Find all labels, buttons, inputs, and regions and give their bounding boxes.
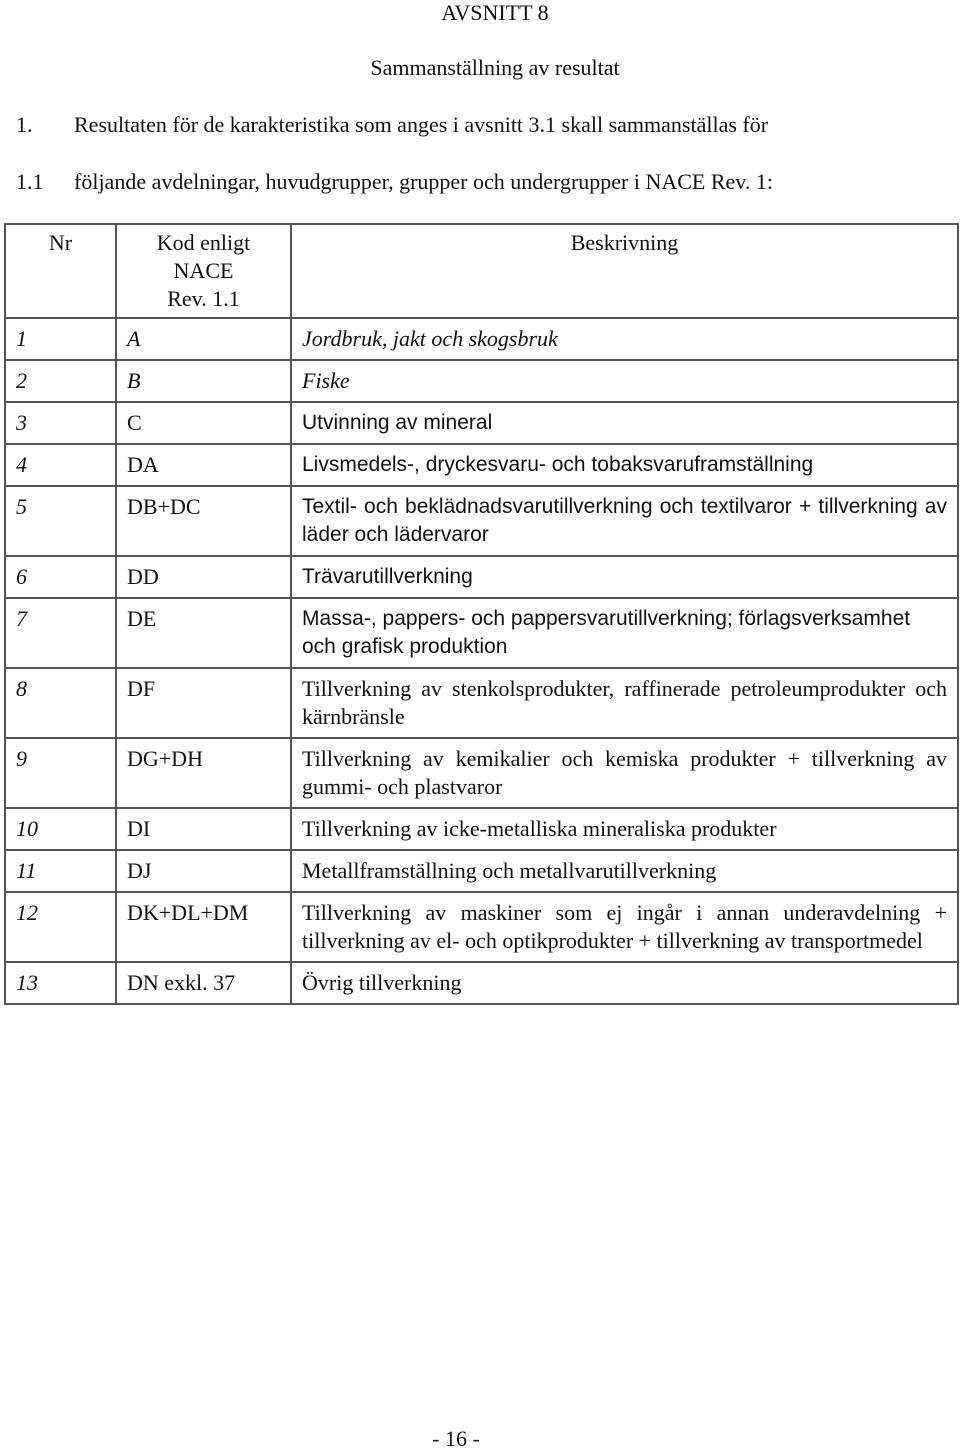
paragraph-number: 1. xyxy=(16,112,33,137)
row-description: Tillverkning av stenkolsprodukter, raffinerade petroleumprodukter och kärnbränsle xyxy=(291,668,958,738)
row-code: DJ xyxy=(116,850,291,892)
row-code: DI xyxy=(116,808,291,850)
section-title: AVSNITT 8 xyxy=(441,0,549,25)
row-nr: 8 xyxy=(5,668,116,738)
row-description: Tillverkning av kemikalier och kemiska produkter + tillverkning av gummi- och plastvaror xyxy=(291,738,958,808)
row-description: Tillverkning av maskiner som ej ingår i annan underavdelning + tillverkning av el- och optikprodukter + tillverkning av transportmedel xyxy=(291,892,958,962)
row-description: Massa-, pappers- och pappersvarutillverkning; förlagsverksamhet och grafisk produktion xyxy=(291,598,958,668)
header-code-line: Rev. 1.1 xyxy=(167,286,240,311)
table-row xyxy=(5,668,958,738)
row-code: DF xyxy=(116,668,291,738)
row-nr: 9 xyxy=(5,738,116,808)
table-row xyxy=(5,808,958,850)
paragraph-text: följande avdelningar, huvudgrupper, grupper och undergrupper i NACE Rev. 1: xyxy=(74,169,773,194)
row-code: DE xyxy=(116,598,291,668)
row-code: DA xyxy=(116,444,291,486)
table-row xyxy=(5,360,958,402)
row-nr: 4 xyxy=(5,444,116,486)
row-code: DK+DL+DM xyxy=(116,892,291,962)
row-description: Trävarutillverkning xyxy=(291,556,958,598)
table-row xyxy=(5,892,958,962)
row-description: Jordbruk, jakt och skogsbruk xyxy=(291,318,958,360)
row-description: Övrig tillverkning xyxy=(291,962,958,1004)
table-row xyxy=(5,738,958,808)
document-subtitle: Sammanställning av resultat xyxy=(370,55,620,80)
row-nr: 10 xyxy=(5,808,116,850)
paragraph-1 xyxy=(16,112,768,138)
table-row xyxy=(5,486,958,556)
paragraph-1-1 xyxy=(16,169,773,195)
table-row xyxy=(5,444,958,486)
nace-table xyxy=(4,223,959,1005)
row-description: Textil- och beklädnadsvarutillverkning och textilvaror + tillverkning av läder och lädervaror xyxy=(291,486,958,556)
paragraph-number: 1.1 xyxy=(16,169,44,194)
row-code: DN exkl. 37 xyxy=(116,962,291,1004)
row-nr: 3 xyxy=(5,402,116,444)
header-code-line: Kod enligt xyxy=(156,230,251,255)
table-row xyxy=(5,556,958,598)
table-row xyxy=(5,598,958,668)
row-nr: 7 xyxy=(5,598,116,668)
row-description: Livsmedels-, dryckesvaru- och tobaksvaruframställning xyxy=(291,444,958,486)
row-description: Fiske xyxy=(291,360,958,402)
page-number: - 16 - xyxy=(432,1426,480,1451)
row-code: DD xyxy=(116,556,291,598)
row-nr: 11 xyxy=(5,850,116,892)
table-row xyxy=(5,402,958,444)
row-description: Metallframställning och metallvarutillverkning xyxy=(291,850,958,892)
header-nr: Nr xyxy=(5,224,116,318)
header-code xyxy=(116,224,291,318)
row-nr: 12 xyxy=(5,892,116,962)
row-nr: 2 xyxy=(5,360,116,402)
table-header-row xyxy=(5,224,958,318)
row-code: C xyxy=(116,402,291,444)
table-row xyxy=(5,850,958,892)
row-nr: 1 xyxy=(5,318,116,360)
row-code: B xyxy=(116,360,291,402)
header-code-line: NACE xyxy=(173,258,234,283)
row-nr: 13 xyxy=(5,962,116,1004)
paragraph-text: Resultaten för de karakteristika som anges i avsnitt 3.1 skall sammanställas för xyxy=(74,112,769,137)
row-code: A xyxy=(116,318,291,360)
table-row xyxy=(5,318,958,360)
header-description: Beskrivning xyxy=(291,224,958,318)
row-nr: 6 xyxy=(5,556,116,598)
table-row xyxy=(5,962,958,1004)
row-code: DG+DH xyxy=(116,738,291,808)
row-description: Utvinning av mineral xyxy=(291,402,958,444)
row-code: DB+DC xyxy=(116,486,291,556)
row-nr: 5 xyxy=(5,486,116,556)
row-description: Tillverkning av icke-metalliska mineraliska produkter xyxy=(291,808,958,850)
